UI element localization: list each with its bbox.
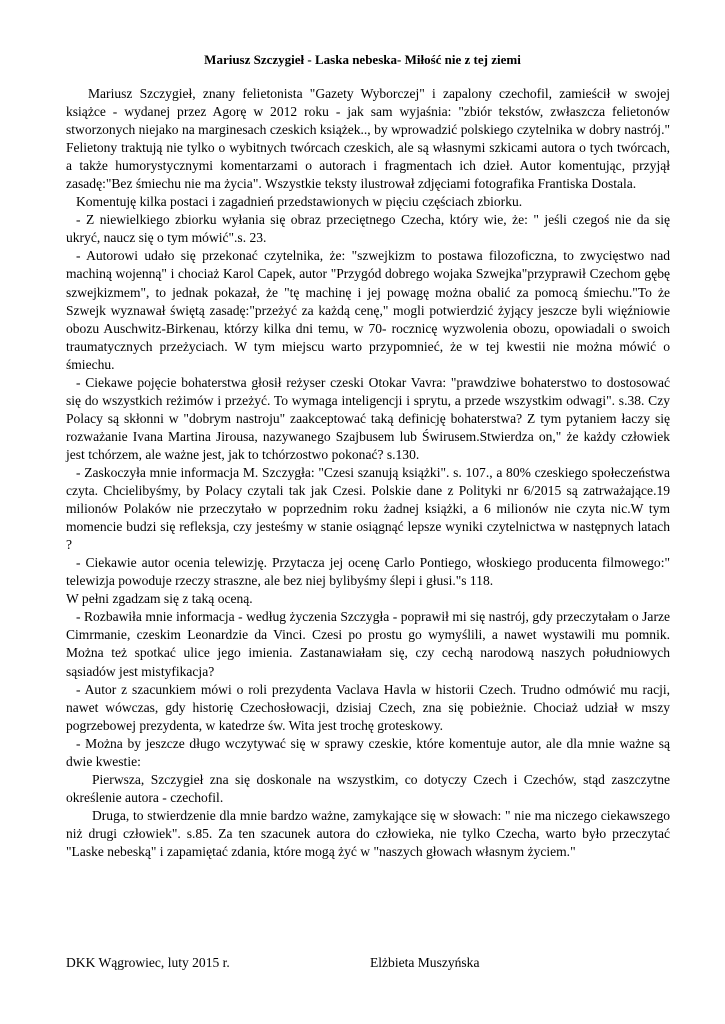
paragraph-druga: Druga, to stwierdzenie dla mnie bardzo ważne, zamykające się w słowach: " nie ma niczego ciekawszego niż drugi człowiek". s.85. Za ten szacunek autora do człowieka, nie tylko Czecha, warto było przeczytać "Laske nebeską" i zapamiętać zdania, które mogą żyć w "naszych głowach własnym życiem." [66,807,670,859]
paragraph-przecietny-czech: - Z niewielkiego zbiorku wyłania się obraz przeciętnego Czecha, który wie, że: " jeśli czegoś nie da się ukryć, naucz się o tym mówić".s. 23. [66,212,670,246]
paragraph-telewizja: - Ciekawie autor ocenia telewizję. Przytacza jej ocenę Carlo Pontiego, włoskiego producenta filmowego:" telewizja powoduje rzeczy straszne, ale bez niej bylibyśmy ślepi i głusi."s 118. [66,555,670,589]
page-title: Mariusz Szczygieł - Laska nebeska- Miłość nie z tej ziemi [204,52,521,67]
paragraph-intro: Mariusz Szczygieł, znany felietonista "Gazety Wyborczej" i zapalony czechofil, zamieścił w swojej książce - wydanej przez Agorę w 2012 roku - jak sam wyjaśnia: "zbiór tekstów, zwłaszcza felietonów stworzonych niejako na marginesach czeskich książek.., by wprowadzić polskiego czytelnika w dobry nastrój." Felietony traktują nie tylko o wybitnych twórcach czeskich, ale są własnymi szkicami autora o tych twórcach, a także humorystycznymi komentarzami o autorach i fragmentach ich dzieł. Autor komentując, przyjął zasadę:"Bez śmiechu nie ma życia". Wszystkie teksty ilustrował zdjęciami fotografika Frantiska Dostala. [66,86,670,192]
paragraph-szwejkizm: - Autorowi udało się przekonać czytelnika, że: "szwejkizm to postawa filozoficzna, to zwycięstwo nad machiną wojenną" i chociaż Karol Capek, autor "Przygód dobrego wojaka Szwejka"przyprawił Czechom gębę szwejkizmem", to jednak pokazał, że "tę machinę i jej powagę można obalić za pomocą śmiechu."To że Szwejk wyznawał świętą zasadę:"przeżyć za każdą cenę," mogli potwierdzić żyjący jeszcze byli więźniowie obozu Auschwitz-Birkenau, którzy kilka dni temu, w 70- rocznicę wyzwolenia obozu, opowiadali o swoich traumatycznych przeżyciach. W tym miejscu warto przypomnieć, że w tej kwestii nie można mówić o śmiechu. [66,248,670,372]
footer-author: Elżbieta Muszyńska [370,955,480,970]
paragraph-czytelnictwo: - Zaskoczyła mnie informacja M. Szczygła: "Czesi szanują książki". s. 107., a 80% czeskiego społeczeństwa czyta. Chcielibyśmy, by Polacy czytali tak jak Czesi. Polskie dane z Polityki nr 6/2015 są zatrważające.19 milionów Polaków nie przeczytało w poprzednim roku żadnej książki, a 6 milionów nie czyta nic.W tym momencie budzi się refleksja, czy jesteśmy w stanie osiągnąć lepsze wyniki czytelnictwa w następnych latach ? [66,464,670,553]
footer-place-date: DKK Wągrowiec, luty 2015 r. [66,955,230,970]
paragraph-zgoda: W pełni zgadzam się z taką oceną. [66,591,253,607]
paragraph-pierwsza: Pierwsza, Szczygieł zna się doskonale na wszystkim, co dotyczy Czech i Czechów, stąd zaszczytne określenie autora - czechofil. [66,771,670,805]
paragraph-bohaterstwo: - Ciekawe pojęcie bohaterstwa głosił reżyser czeski Otokar Vavra: "prawdziwe bohaterstwo to dostosować się do wszystkich reżimów i przeżyć. To wymaga inteligencji i sprytu, a przede wszystkim odwagi". s.38. Czy Polacy są skłonni w "dobrym nastroju" zaakceptować taką definicję bohaterstwa? Z tym pytaniem łaczy się rozważanie Ivana Martina Jirousa, nazywanego Szajbusem lub Świrusem.Stwierdza on," że każdy człowiek jest tchórzem, ale ważne jest, jak to tchórzostwo pokonać? s.130. [66,374,670,462]
paragraph-komentuje: Komentuję kilka postaci i zagadnień przedstawionych w pięciu częściach zbiorku. [76,194,523,210]
paragraph-dwie-kwestie: - Można by jeszcze długo wczytywać się w sprawy czeskie, które komentuje autor, ale dla mnie ważne są dwie kwestie: [66,735,670,769]
paragraph-cimrman: - Rozbawiła mnie informacja - według życzenia Szczygła - poprawił mi się nastrój, gdy przeczytałam o Jarze Cimrmanie, czeskim Leonardzie da Vinci. Czesi po prostu go wymyślili, a nawet wystawili mu pomnik. Można też spotkać ulice jego imienia. Zastanawiałam się, czy cechą narodową naszych południowych sąsiadów jest mistyfikacja? [66,609,670,679]
paragraph-havel: - Autor z szacunkiem mówi o roli prezydenta Vaclava Havla w historii Czech. Trudno odmówić mu racji, nawet wówczas, gdy historię Czechosłowacji, dzisiaj Czech, zna się pobieżnie. Chociaż udział w mszy pogrzebowej prezydenta, w katedrze św. Wita jest trochę groteskowy. [66,681,670,733]
document-body [66,85,670,861]
